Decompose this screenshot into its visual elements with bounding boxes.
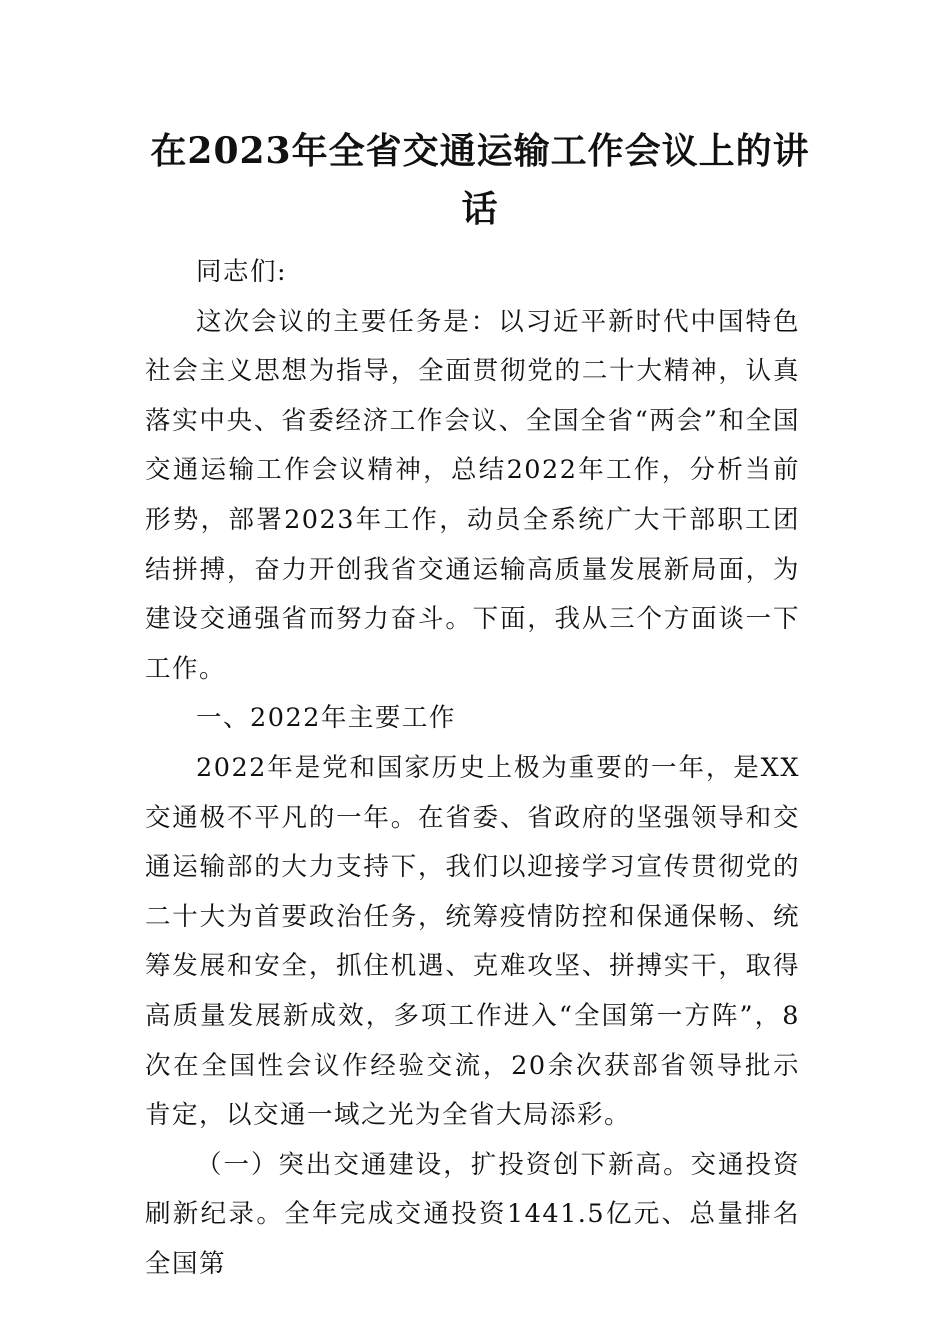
document-title: 在2023年全省交通运输工作会议上的讲话 (150, 130, 810, 230)
section-1-paragraph: 2022年是党和国家历史上极为重要的一年，是XX交通极不平凡的一年。在省委、省政府的坚强领导和交通运输部的大力支持下，我们以迎接学习宣传贯彻党的二十大为首要政治任务，统筹疫情防控和保通保畅、统筹发展和安全，抓住机遇、克难攻坚、拼搏实干，取得高质量发展新成效，多项工作进入“全国第一方阵”，8次在全国性会议作经验交流，20余次获部省领导批示肯定，以交通一域之光为全省大局添彩。 (145, 752, 800, 1131)
subsection-1-paragraph: （一）突出交通建设，扩投资创下新高。交通投资刷新纪录。全年完成交通投资1441.5亿元、总量排名全国第 (145, 1149, 800, 1279)
document-body (145, 248, 800, 1289)
section-heading-1: 一、2022年主要工作 (196, 703, 456, 734)
salutation: 同志们: (196, 257, 288, 287)
intro-paragraph: 这次会议的主要任务是：以习近平新时代中国特色社会主义思想为指导，全面贯彻党的二十大精神，认真落实中央、省委经济工作会议、全国全省“两会”和全国交通运输工作会议精神，总结2022年工作，分析当前形势，部署2023年工作，动员全系统广大干部职工团结拼搏，奋力开创我省交通运输高质量发展新局面，为建设交通强省而努力奋斗。下面，我从三个方面谈一下工作。 (145, 306, 800, 684)
